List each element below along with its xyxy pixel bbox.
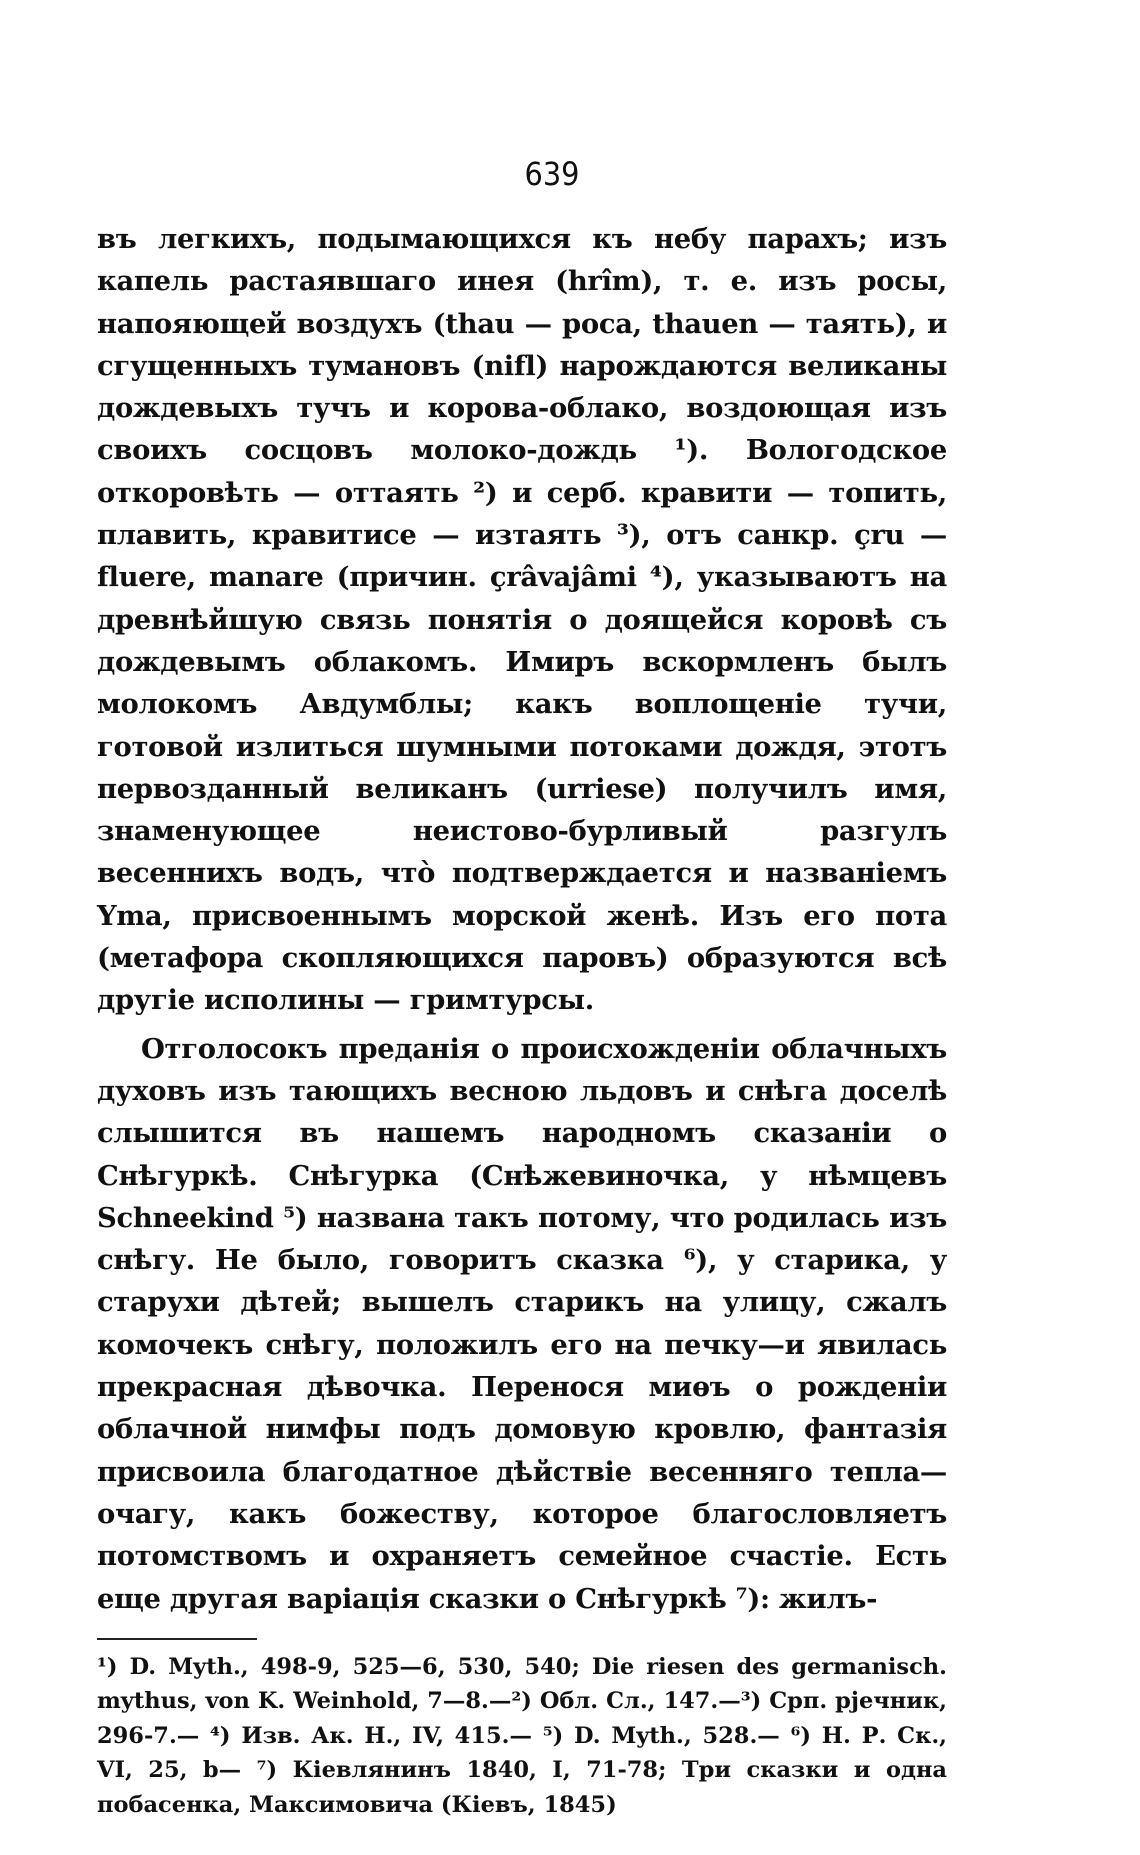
footnotes	[97, 1650, 947, 1823]
footnote-divider	[97, 1638, 257, 1640]
page	[97, 150, 947, 1822]
paragraph-2: Отголосокъ преданія о происхожденіи облачныхъ духовъ изъ тающихъ весною льдовъ и снѣга доселѣ слышится въ нашемъ народномъ сказаніи о Снѣгуркѣ. Снѣгурка (Снѣжевиночка, у нѣмцевъ Schneekind ⁵) названа такъ потому, что родилась изъ снѣгу. Не было, говоритъ сказка ⁶), у старика, у старухи дѣтей; вышелъ старикъ на улицу, сжалъ комочекъ снѣгу, положилъ его на печку—и явилась прекрасная дѣвочка. Перенося миѳъ о рожденіи облачной нимфы подъ домовую кровлю, фантазія присвоила благодатное дѣйствіе весенняго тепла—очагу, какъ божеству, которое благословляетъ потомствомъ и охраняетъ семейное счастіе. Есть еще другая варіація сказки о Снѣгуркѣ ⁷): жилъ-	[97, 1032, 947, 1615]
paragraph-1: въ легкихъ, подымающихся къ небу парахъ; изъ капель растаявшаго инея (hrîm), т. е. изъ росы, напояющей воздухъ (thau — роса, thauen — таять), и сгущенныхъ тумановъ (nifl) нарождаются великаны дождевыхъ тучъ и корова-облако, воздоющая изъ своихъ сосцовъ молоко-дождь ¹). Вологодское откоровѣть — оттаять ²) и серб. кравити — топить, плавить, кравитисе — изтаять ³), отъ санкр. çru — fluere, manare (причин. çrâvajâmi ⁴), указываютъ на древнѣйшую связь понятія о доящейся коровѣ съ дождевымъ облакомъ. Имиръ вскормленъ былъ молокомъ Авдумблы; какъ воплощеніе тучи, готовой излиться шумными потоками дождя, этотъ первозданный великанъ (urriese) получилъ имя, знаменующее неистово-бурливый разгулъ весеннихъ водъ, что̀ подтверждается и названіемъ Yma, присвоеннымъ морской женѣ. Изъ его пота (метафора скопляющихся паровъ) образуются всѣ другіе исполины — гримтурсы.	[97, 223, 947, 1017]
footnote-text: ¹) D. Myth., 498-9, 525—6, 530, 540; Die riesen des germanisch. mythus, von K. Weinhold, 7—8.—²) Обл. Сл., 147.—³) Срп. рјечник, 296-7.— ⁴) Изв. Ак. Н., IV, 415.— ⁵) D. Myth., 528.— ⁶) Н. Р. Ск., VI, 25, b— ⁷) Кіевлянинъ 1840, I, 71-78; Три сказки и одна побасенка, Максимовича (Кіевъ, 1845)	[97, 1653, 947, 1818]
body-text	[97, 218, 947, 1620]
page-number: 639	[524, 155, 580, 193]
